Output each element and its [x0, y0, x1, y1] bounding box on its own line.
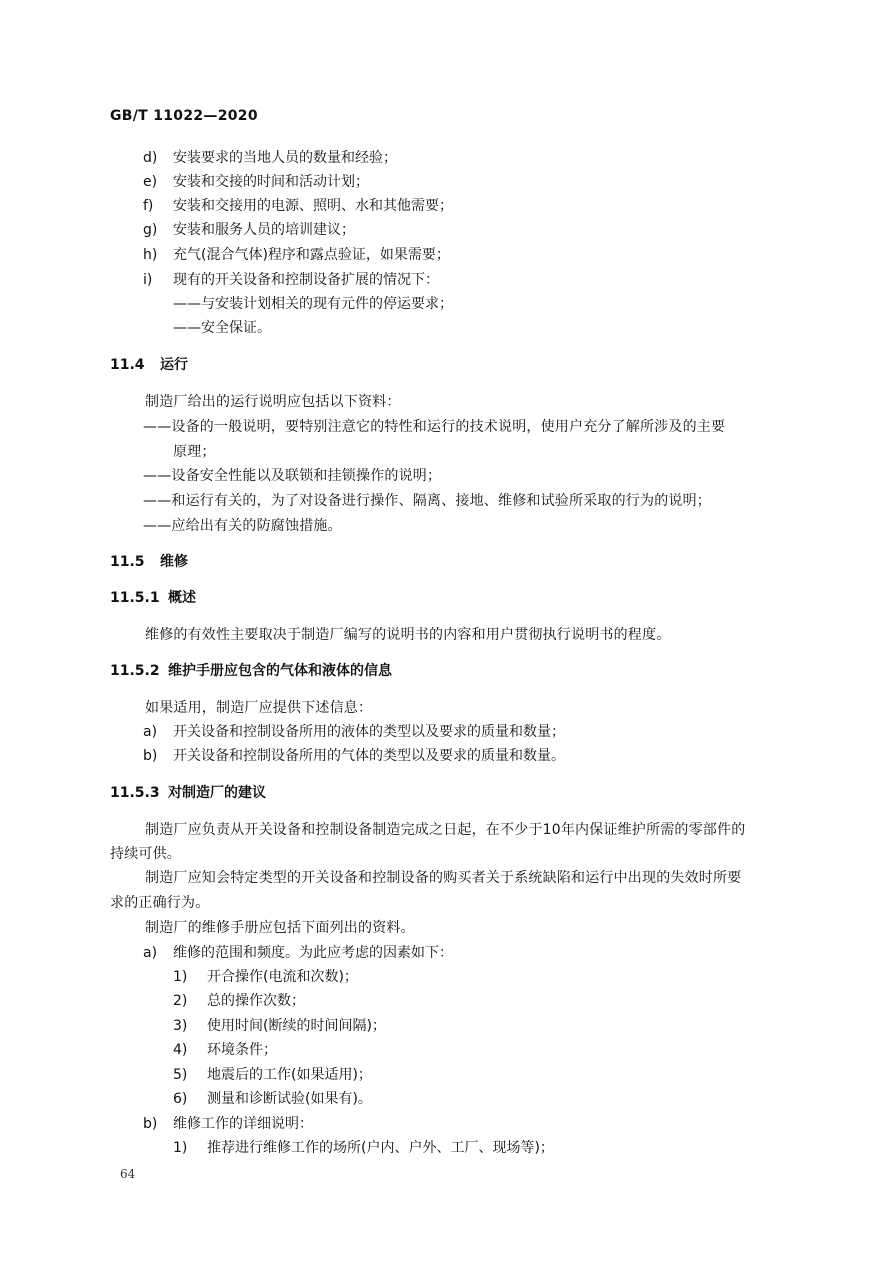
list-label: b) — [143, 1116, 158, 1132]
paragraph: 制造厂应负责从开关设备和控制设备制造完成之日起，在不少于10年内保证维护所需的零部件的 — [145, 822, 746, 838]
dash-item-continuation: 原理； — [173, 444, 216, 460]
paragraph-continuation: 持续可供。 — [110, 846, 181, 862]
list-text: 安装和服务人员的培训建议； — [173, 222, 355, 238]
dash-item: ——和运行有关的，为了对设备进行操作、隔离、接地、维修和试验所采取的行为的说明； — [143, 493, 711, 509]
section-number: 11.5.1 — [110, 590, 160, 606]
list-text: 维修的范围和频度。为此应考虑的因素如下： — [173, 945, 453, 961]
page-number: 64 — [120, 1167, 136, 1181]
list-label: g) — [143, 222, 158, 238]
numbered-item — [173, 1040, 277, 1060]
section-number: 11.5.2 — [110, 663, 160, 679]
numbered-item — [173, 1089, 372, 1109]
item-text: 推荐进行维修工作的场所(户内、户外、工厂、现场等)； — [207, 1140, 554, 1156]
list-label: d) — [143, 150, 158, 166]
item-text: 测量和诊断试验(如果有)。 — [207, 1091, 372, 1107]
list-item — [143, 943, 453, 963]
item-text: 开合操作(电流和次数)； — [207, 969, 358, 985]
list-item — [143, 172, 369, 192]
item-number: 5) — [173, 1067, 188, 1083]
item-number: 1) — [173, 969, 188, 985]
list-label: f) — [143, 198, 154, 214]
item-text: 地震后的工作(如果适用)； — [207, 1067, 372, 1083]
section-heading — [110, 552, 188, 572]
paragraph: 制造厂的维修手册应包括下面列出的资料。 — [145, 920, 415, 936]
numbered-item — [173, 991, 305, 1011]
list-label: a) — [143, 724, 158, 740]
list-label: b) — [143, 748, 158, 764]
section-title: 维修 — [160, 554, 188, 570]
list-item — [143, 245, 450, 265]
item-number: 2) — [173, 993, 188, 1009]
dash-item: ——应给出有关的防腐蚀措施。 — [143, 518, 342, 534]
subsection-heading — [110, 588, 196, 608]
section-number: 11.5 — [110, 554, 145, 570]
list-text: 维修工作的详细说明： — [173, 1116, 313, 1132]
paragraph: 制造厂应知会特定类型的开关设备和控制设备的购买者关于系统缺陷和运行中出现的失效时所要 — [145, 870, 742, 886]
list-item — [143, 722, 565, 742]
section-title: 概述 — [168, 590, 196, 606]
dash-item: ——设备的一般说明，要特别注意它的特性和运行的技术说明，使用户充分了解所涉及的主要 — [143, 419, 726, 435]
list-item — [143, 746, 565, 766]
sub-list-item: ——安全保证。 — [173, 320, 271, 336]
paragraph: 制造厂给出的运行说明应包括以下资料： — [145, 394, 401, 410]
section-number: 11.4 — [110, 357, 145, 373]
section-title: 运行 — [160, 357, 188, 373]
list-label: h) — [143, 247, 158, 263]
paragraph-continuation: 求的正确行为。 — [110, 895, 210, 911]
list-text: 充气(混合气体)程序和露点验证，如果需要； — [173, 247, 450, 263]
sub-list-item: ——与安装计划相关的现有元件的停运要求； — [173, 296, 453, 312]
list-text: 安装和交接的时间和活动计划； — [173, 174, 369, 190]
list-label: a) — [143, 945, 158, 961]
numbered-item — [173, 1065, 372, 1085]
item-number: 4) — [173, 1042, 188, 1058]
dash-item: ——设备安全性能以及联锁和挂锁操作的说明； — [143, 468, 442, 484]
numbered-item — [173, 967, 358, 987]
list-item — [143, 196, 453, 216]
list-label: i) — [143, 272, 153, 288]
list-text: 开关设备和控制设备所用的气体的类型以及要求的质量和数量。 — [173, 748, 565, 764]
list-item — [143, 1114, 313, 1134]
list-item — [143, 270, 439, 290]
list-text: 现有的开关设备和控制设备扩展的情况下： — [173, 272, 439, 288]
item-text: 总的操作次数； — [207, 993, 305, 1009]
item-text: 使用时间(断续的时间间隔)； — [207, 1018, 386, 1034]
paragraph: 维修的有效性主要取决于制造厂编写的说明书的内容和用户贯彻执行说明书的程度。 — [145, 627, 671, 643]
numbered-item — [173, 1016, 386, 1036]
list-text: 开关设备和控制设备所用的液体的类型以及要求的质量和数量； — [173, 724, 565, 740]
list-item — [143, 148, 397, 168]
item-text: 环境条件； — [207, 1042, 277, 1058]
paragraph: 如果适用，制造厂应提供下述信息： — [145, 700, 373, 716]
list-item — [143, 220, 355, 240]
section-title: 维护手册应包含的气体和液体的信息 — [168, 663, 392, 679]
subsection-heading — [110, 783, 266, 803]
numbered-item — [173, 1138, 554, 1158]
document-code: GB/T 11022—2020 — [110, 108, 258, 124]
item-number: 6) — [173, 1091, 188, 1107]
list-text: 安装和交接用的电源、照明、水和其他需要； — [173, 198, 453, 214]
list-text: 安装要求的当地人员的数量和经验； — [173, 150, 397, 166]
item-number: 3) — [173, 1018, 188, 1034]
item-number: 1) — [173, 1140, 188, 1156]
subsection-heading — [110, 661, 392, 681]
section-title: 对制造厂的建议 — [168, 785, 266, 801]
section-heading — [110, 355, 188, 375]
section-number: 11.5.3 — [110, 785, 160, 801]
list-label: e) — [143, 174, 158, 190]
